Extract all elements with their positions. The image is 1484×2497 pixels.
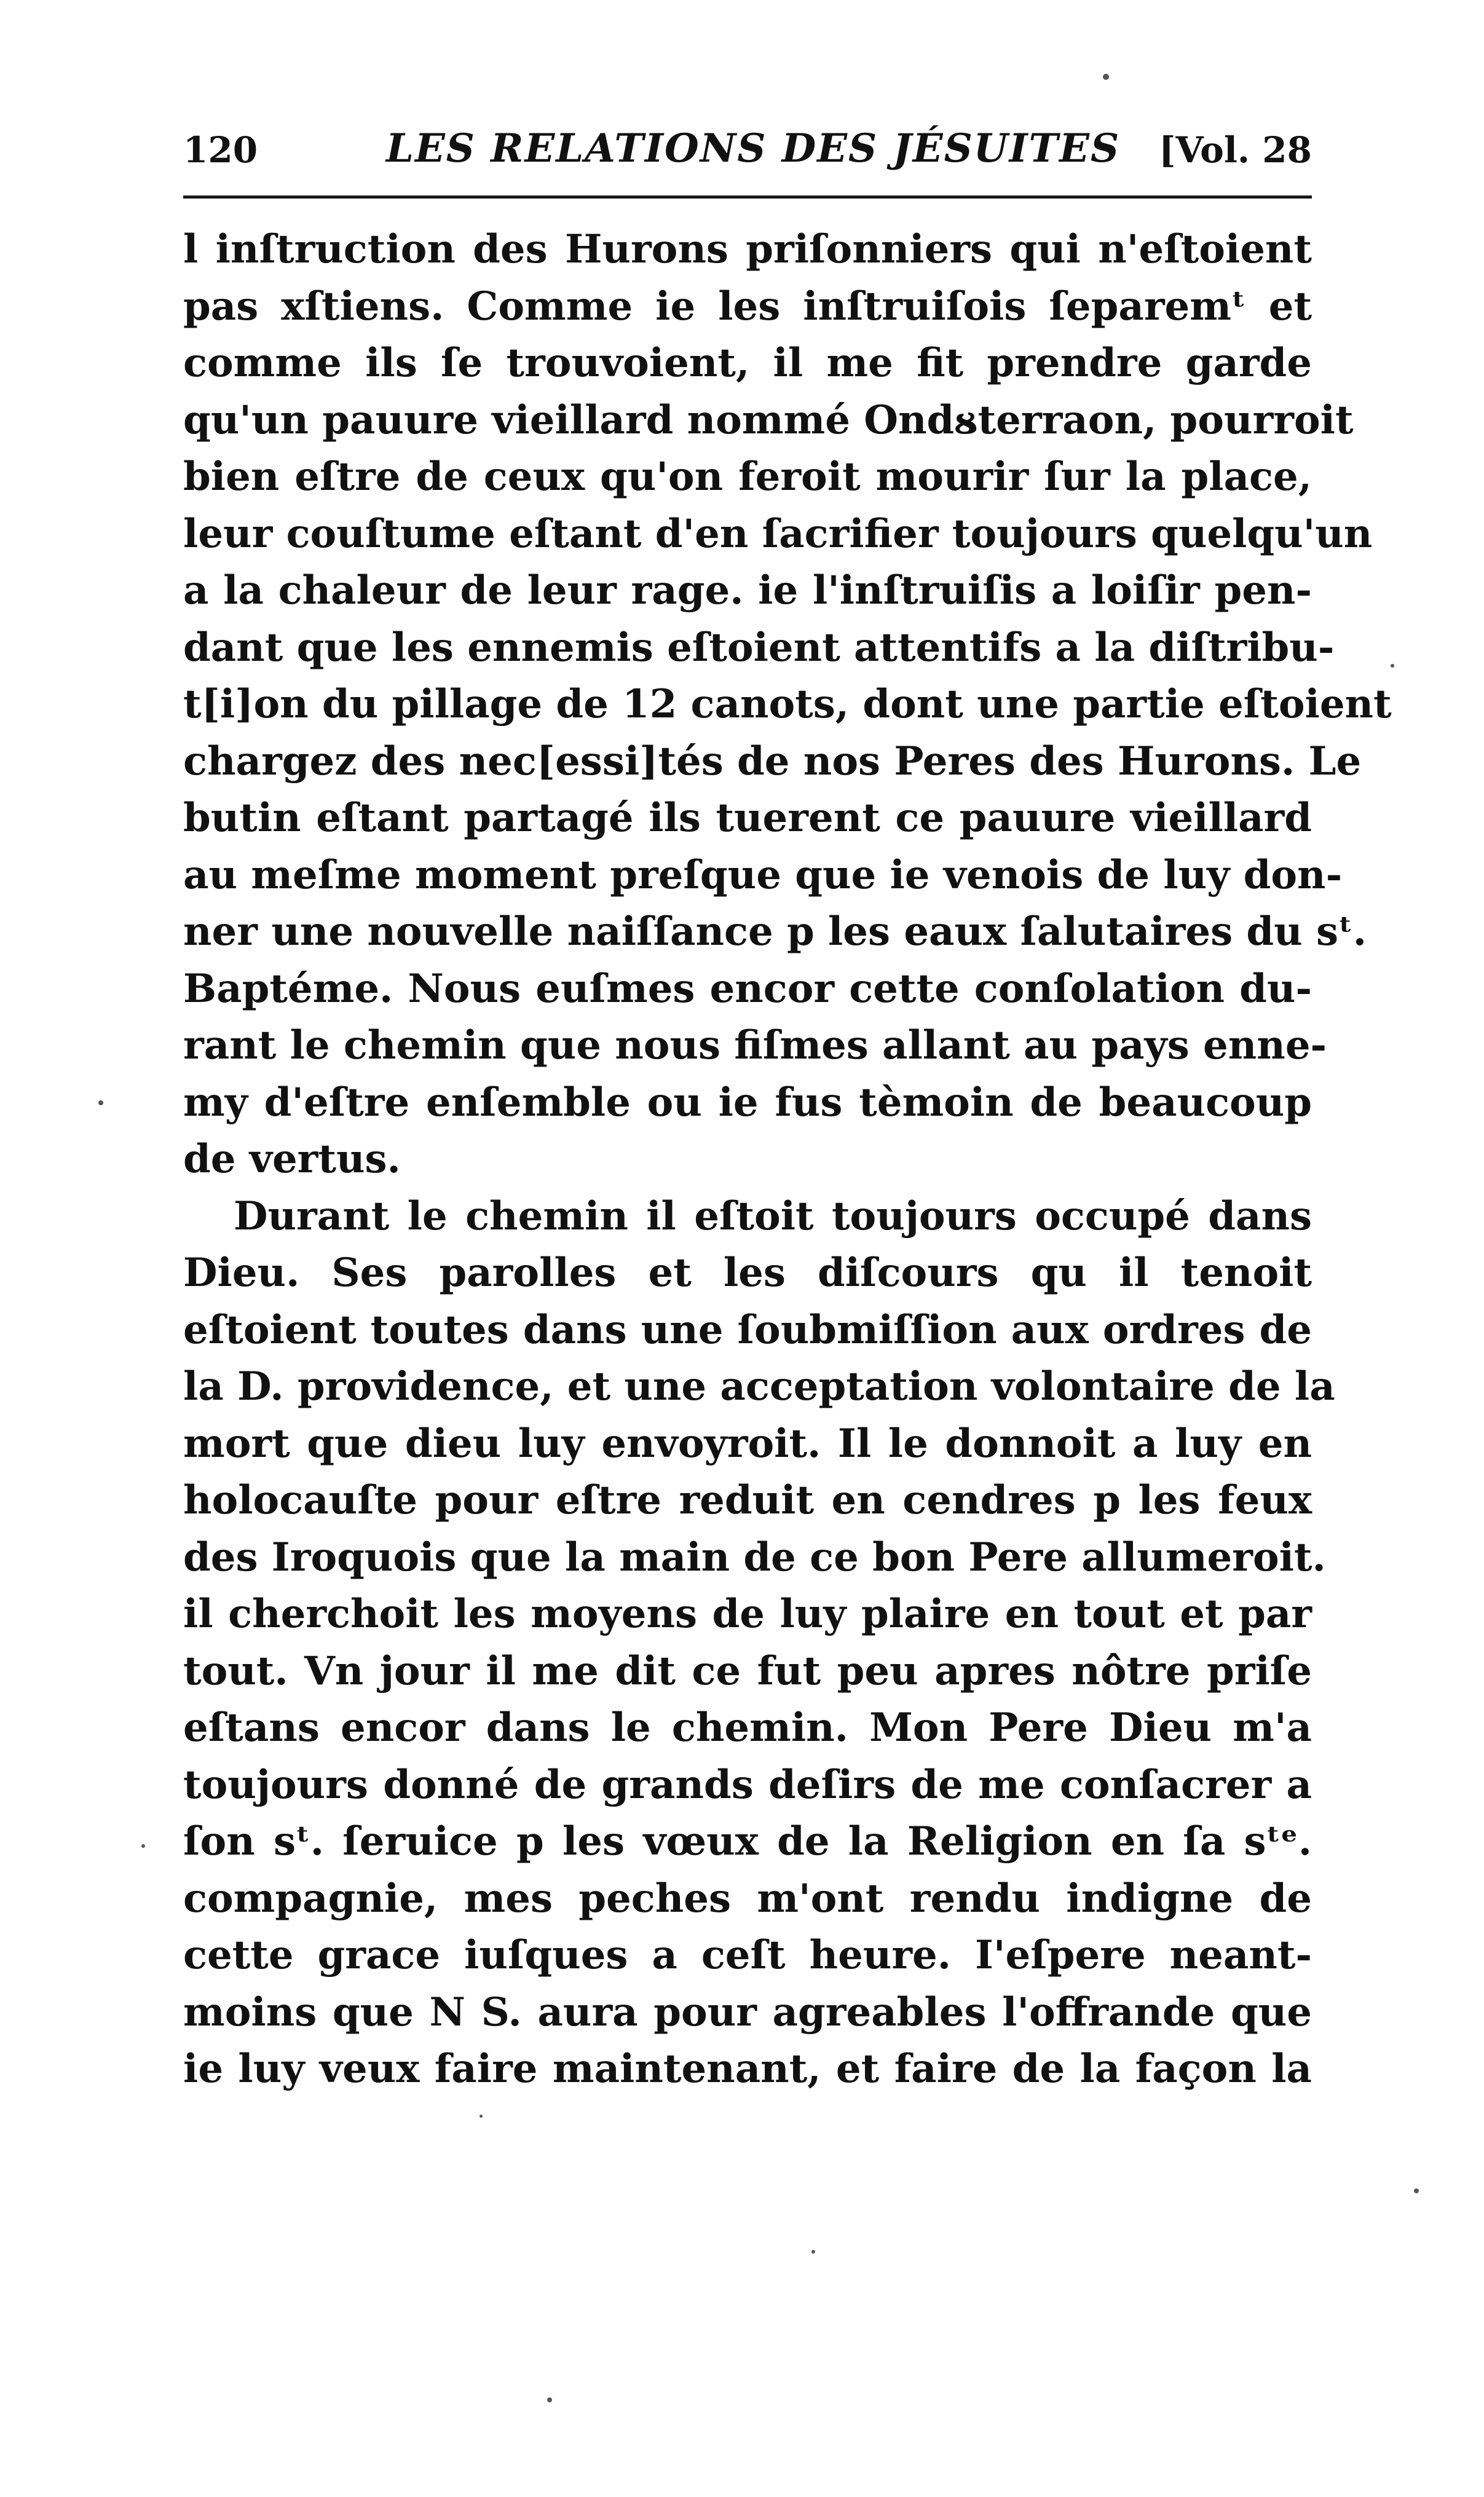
text-line: tout. Vn jour il me dit ce fut peu apres nôtre priſe bbox=[183, 1647, 1312, 1694]
text-line: a la chaleur de leur rage. ie l'inſtruiſis a loiſir pen- bbox=[183, 567, 1312, 613]
text-line: de vertus. bbox=[183, 1136, 401, 1182]
text-line: leur couſtume eſtant d'en ſacrifier toujours quelqu'un bbox=[183, 510, 1373, 557]
scan-speck bbox=[547, 2397, 552, 2402]
scan-speck bbox=[480, 2115, 483, 2118]
text-line: la D. providence, et une acceptation volontaire de la bbox=[183, 1363, 1335, 1410]
text-line: ſon sᵗ. ſeruice p les vœux de la Religion en ſa sᵗᵉ. bbox=[183, 1818, 1312, 1864]
text-line: qu'un pauure vieillard nommé Ondᴕterraon, pourroit bbox=[183, 396, 1354, 443]
text-line: mort que dieu luy envoyroit. Il le donnoit a luy en bbox=[183, 1420, 1312, 1467]
text-line: ie luy veux faire maintenant, et faire de la façon la bbox=[183, 2046, 1312, 2092]
text-line: t[i]on du pillage de 12 canots, dont une partie eſtoient bbox=[183, 681, 1392, 727]
text-line: bien eſtre de ceux qu'on feroit mourir ſur la place, bbox=[183, 454, 1312, 500]
text-line: comme ils ſe trouvoient, il me fit prendre garde bbox=[183, 340, 1312, 386]
scan-speck bbox=[141, 1844, 145, 1848]
text-line: compagnie, mes peches m'ont rendu indigne de bbox=[183, 1875, 1312, 1922]
scan-speck bbox=[98, 1100, 103, 1105]
text-line: ner une nouvelle naiſſance p les eaux ſalutaires du sᵗ. bbox=[183, 909, 1367, 955]
text-line: eſtans encor dans le chemin. Mon Pere Dieu m'a bbox=[183, 1705, 1312, 1751]
scan-speck bbox=[1414, 2188, 1419, 2193]
scan-speck bbox=[1103, 74, 1109, 80]
text-line: toujours donné de grands deſirs de me conſacrer a bbox=[183, 1761, 1312, 1808]
header-rule bbox=[183, 195, 1312, 199]
text-line: rant le chemin que nous fiſmes allant au pays enne- bbox=[183, 1022, 1327, 1068]
text-line: l inſtruction des Hurons priſonniers qui n'eſtoient bbox=[183, 226, 1312, 272]
scan-speck bbox=[1391, 664, 1394, 668]
text-line: cette grace iuſques a ceſt heure. I'eſpere neant- bbox=[183, 1932, 1312, 1978]
text-line: au meſme moment preſque que ie venois de luy don- bbox=[183, 851, 1343, 898]
text-line: des Iroquois que la main de ce bon Pere allumeroit. bbox=[183, 1534, 1326, 1580]
text-line: pas xſtiens. Comme ie les inſtruiſois ſeparemᵗ et bbox=[183, 283, 1312, 329]
running-head bbox=[183, 123, 1312, 178]
text-line: moins que N S. aura pour agreables l'offrande que bbox=[183, 1989, 1312, 2035]
text-line: my d'eſtre enſemble ou ie fus tèmoin de beaucoup bbox=[183, 1079, 1312, 1126]
text-line: holocauſte pour eſtre reduit en cendres p les feux bbox=[183, 1477, 1312, 1523]
body-text bbox=[183, 221, 1392, 2098]
text-line: chargez des nec[essi]tés de nos Peres des Hurons. Le bbox=[183, 738, 1362, 784]
text-line-paragraph-start: Durant le chemin il eſtoit toujours occupé dans bbox=[234, 1193, 1312, 1239]
page-number: 120 bbox=[183, 129, 258, 171]
text-line: dant que les ennemis eſtoient attentifs a la diſtribu- bbox=[183, 624, 1335, 671]
volume-reference: [Vol. 28 bbox=[1159, 129, 1312, 171]
text-line: butin eſtant partagé ils tuerent ce pauure vieillard bbox=[183, 795, 1312, 841]
running-title: LES RELATIONS DES JÉSUITES bbox=[386, 125, 1121, 172]
scan-speck bbox=[811, 2250, 815, 2254]
text-line: il cherchoit les moyens de luy plaire en tout et par bbox=[183, 1591, 1312, 1637]
text-line: Dieu. Ses parolles et les diſcours qu il tenoit bbox=[183, 1250, 1312, 1296]
text-line: eſtoient toutes dans une ſoubmiſſion aux ordres de bbox=[183, 1306, 1312, 1353]
text-line: Baptéme. Nous euſmes encor cette conſolation du- bbox=[183, 965, 1312, 1012]
